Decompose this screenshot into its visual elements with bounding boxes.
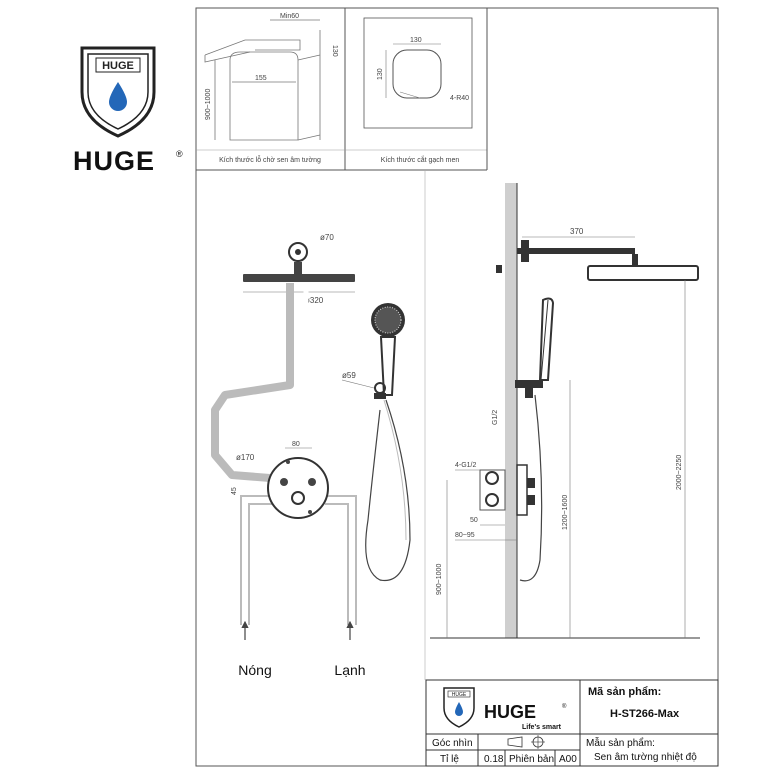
dim-80-95: 80~95 — [455, 532, 475, 539]
code-value: H-ST266-Max — [610, 708, 680, 720]
dim-155: 155 — [255, 75, 267, 82]
dim-900-1000-a: 900~1000 — [205, 88, 212, 120]
dim-45: 45 — [231, 487, 238, 495]
water-drop-icon — [109, 82, 127, 111]
scale-value: 0.18 — [484, 754, 504, 765]
tile-cut-caption: Kích thước cắt gạch men — [380, 157, 460, 164]
registered-mark: ® — [176, 149, 183, 159]
model-label: Mẫu sản phẩm: — [586, 738, 655, 749]
dim-80-front: 80 — [292, 441, 300, 448]
version-label: Phiên bản — [509, 754, 555, 765]
code-label: Mã sản phẩm: — [588, 686, 662, 698]
view-label: Góc nhìn — [432, 738, 473, 749]
front-view — [215, 233, 410, 678]
top-panels — [196, 8, 487, 170]
dim-1200-1600: 1200~1600 — [562, 494, 569, 530]
dim-tile-130-w: 130 — [410, 37, 422, 44]
tb-shield-text: HUGE — [451, 692, 467, 698]
brand-wordmark: HUGE — [72, 146, 156, 176]
version-value: A00 — [559, 754, 577, 765]
tb-registered: ® — [562, 704, 567, 710]
brand-logo — [73, 48, 183, 176]
projection-icon — [508, 737, 522, 747]
model-value: Sen âm tường nhiệt độ — [594, 752, 697, 763]
dim-900-1000-b: 900~1000 — [436, 563, 443, 595]
dim-d320: ø320 — [305, 296, 324, 305]
scale-label: Tỉ lệ — [440, 754, 459, 765]
cold-label: Lạnh — [334, 662, 366, 678]
dim-4-g12: 4-G1/2 — [455, 462, 477, 469]
dim-370: 370 — [570, 227, 584, 236]
dim-g12: G1/2 — [492, 409, 499, 425]
tb-wordmark: HUGE — [484, 702, 537, 722]
dim-d59: ø59 — [342, 371, 356, 380]
tb-slogan: Life's smart — [522, 724, 562, 731]
dim-50: 50 — [470, 517, 478, 524]
dim-d70: ø70 — [320, 233, 334, 242]
dim-d170: ø170 — [236, 453, 255, 462]
dim-min60: Min60 — [280, 13, 300, 20]
tb-water-drop-icon — [455, 702, 463, 716]
dim-130-a: 130 — [331, 45, 338, 57]
shield-text: HUGE — [102, 60, 134, 72]
dim-r40: 4-R40 — [450, 95, 470, 102]
dim-tile-130-h: 130 — [377, 68, 384, 80]
side-view — [430, 183, 700, 638]
hot-label: Nóng — [238, 662, 272, 678]
title-block — [426, 680, 718, 766]
dim-2000-2250: 2000~2250 — [676, 454, 683, 490]
wall-hole-caption: Kích thước lỗ chờ sen âm tường — [219, 157, 321, 164]
